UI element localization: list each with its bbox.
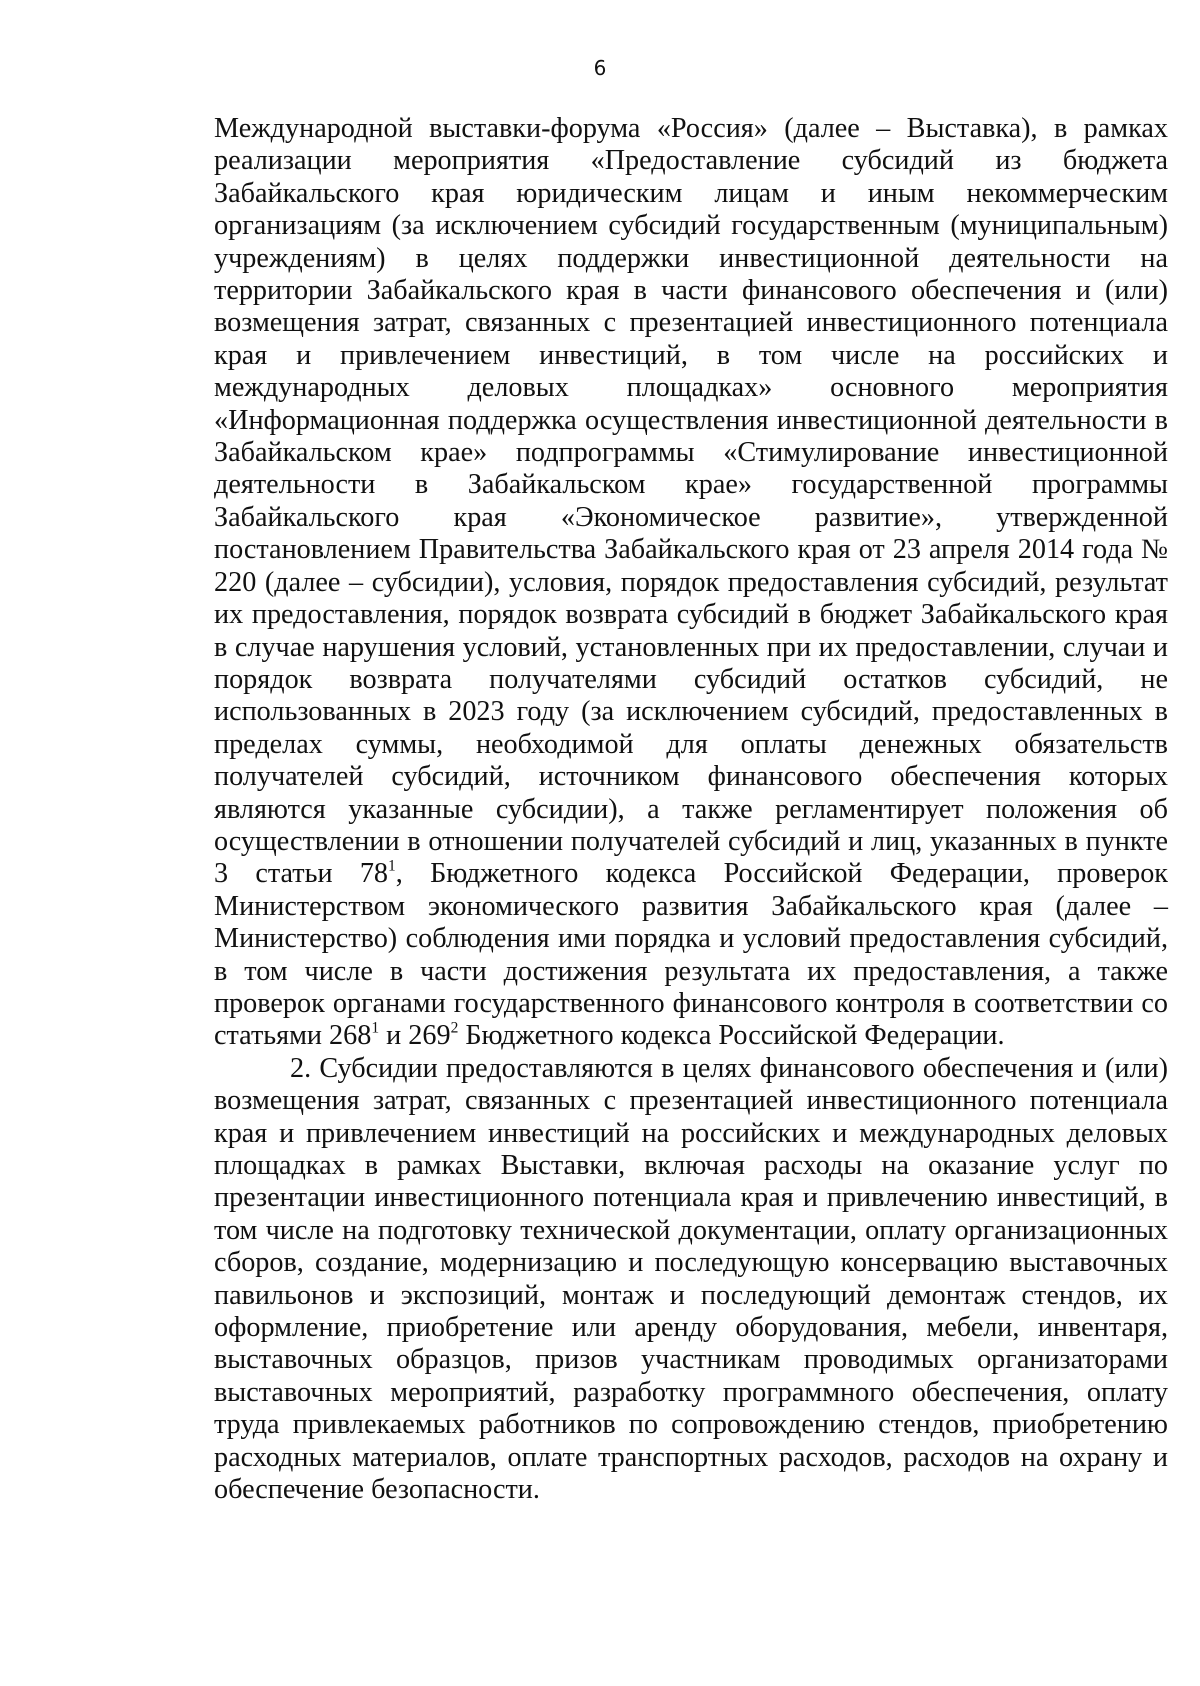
footnote-superscript-3: 2 xyxy=(450,1019,459,1037)
footnote-superscript-1: 1 xyxy=(388,857,396,875)
paragraph-2: 2. Субсидии предоставляются в целях финансового обеспечения и (или) возмещения затрат, связанных с презентацией инвестиционного потенциала края и привлечением инвестиций на российских и международных деловых площадках в рамках Выставки, включая расходы на оказание услуг по презентации инвестиционного потенциала края и привлечению инвестиций, в том числе на подготовку технической документации, оплату организационных сборов, создание, модернизацию и последующую консервацию выставочных павильонов и экспозиций, монтаж и последующий демонтаж стендов, их оформление, приобретение или аренду оборудования, мебели, инвентаря, выставочных образцов, призов участникам проводимых организаторами выставочных мероприятий, разработку программного обеспечения, оплату труда привлекаемых работников по сопровождению стендов, приобретению расходных материалов, оплате транспортных расходов, расходов на охрану и обеспечение безопасности. xyxy=(214,1052,1168,1506)
paragraph-1-text-a: Международной выставки-форума «Россия» (далее – Выставка), в рамках реализации мероприятия «Предоставление субсидий из бюджета Забайкальского края юридическим лицам и иным некоммерческим организациям (за исключением субсидий государственным (муниципальным) учреждениям) в целях поддержки инвестиционной деятельности на территории Забайкальского края в части финансового обеспечения и (или) возмещения затрат, связанных с презентацией инвестиционного потенциала края и привлечением инвестиций, в том числе на российских и международных деловых площадках» основного мероприятия «Информационная поддержка осуществления инвестиционной деятельности в Забайкальском крае» подпрограммы «Стимулирование инвестиционной деятельности в Забайкальском крае» государственной программы Забайкальского края «Экономическое развитие», утвержденной постановлением Правительства Забайкальского края от 23 апреля 2014 года № 220 (далее – субсидии), условия, порядок предоставления субсидий, результат их предоставления, порядок возврата субсидий в бюджет Забайкальского края в случае нарушения условий, установленных при их предоставлении, случаи и порядок возврата получателями субсидий остатков субсидий, не использованных в 2023 году (за исключением субсидий, предоставленных в пределах суммы, необходимой для оплаты денежных обязательств получателей субсидий, источником финансового обеспечения которых являются указанные субсидии), а также регламентирует положения об осуществлении в отношении получателей субсидий и лиц, указанных в пункте 3 статьи 78 xyxy=(214,113,1168,890)
paragraph-1-text-b: , Бюджетного кодекса Российской Федерации, проверок Министерством экономического развития Забайкальского края (далее – Министерство) соблюдения ими порядка и условий предоставления субсидий, в том числе в части достижения результата их предоставления, а также проверок органами государственного финансового контроля в соответствии со статьями 268 xyxy=(214,858,1168,1052)
page-number: 6 xyxy=(593,56,607,80)
footnote-superscript-2: 1 xyxy=(371,1019,380,1037)
paragraph-1 xyxy=(214,113,1168,1053)
paragraph-1-text-c: и 269 xyxy=(379,1020,451,1052)
paragraph-1-text-d: Бюджетного кодекса Российской Федерации. xyxy=(458,1020,1005,1052)
document-body xyxy=(214,113,1168,1506)
